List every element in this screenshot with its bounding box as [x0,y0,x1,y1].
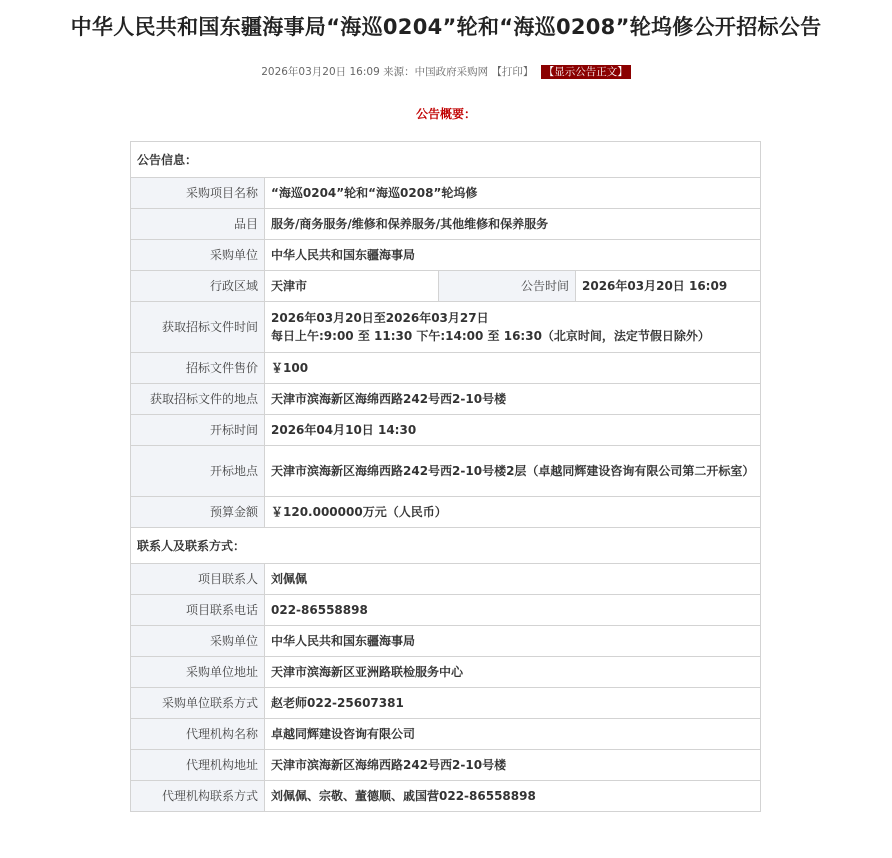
doc-time-hours: 每日上午:9:00 至 11:30 下午:14:00 至 16:30（北京时间，法定节假日除外） [271,329,710,343]
summary-heading: 公告概要： [415,107,476,121]
purchaser-contact-value: 赵老师022-25607381 [265,688,761,719]
source-value: 中国政府采购网 [414,66,489,78]
table-row [131,384,761,415]
category-value: 服务/商务服务/维修和保养服务/其他维修和保养服务 [265,209,761,240]
project-phone-label: 项目联系电话 [131,595,265,626]
doc-location-value: 天津市滨海新区海绵西路242号西2-10号楼 [265,384,761,415]
table-row [131,719,761,750]
budget-value: ￥120.000000万元（人民币） [265,497,761,528]
project-contact-value: 刘佩佩 [265,564,761,595]
open-location-value: 天津市滨海新区海绵西路242号西2-10号楼2层（卓越同辉建设咨询有限公司第二开标室） [265,446,761,497]
notice-time-value: 2026年03月20日 16:09 [576,271,761,302]
open-time-value: 2026年04月10日 14:30 [265,415,761,446]
table-row [131,353,761,384]
table-row [131,781,761,812]
source-label: 来源： [383,66,415,78]
category-label: 品目 [131,209,265,240]
page-title: 中华人民共和国东疆海事局“海巡0204”轮和“海巡0208”轮坞修公开招标公告 [70,15,822,39]
table-row [131,657,761,688]
doc-price-value: ￥100 [265,353,761,384]
table-row [131,497,761,528]
doc-time-dates: 2026年03月20日至2026年03月27日 [271,311,489,325]
budget-label: 预算金额 [131,497,265,528]
region-label: 行政区域 [131,271,265,302]
table-row [131,750,761,781]
publish-datetime: 2026年03月20日 16:09 [261,66,380,78]
meta-line [0,64,892,80]
agency-address-value: 天津市滨海新区海绵西路242号西2-10号楼 [265,750,761,781]
purchaser-value: 中华人民共和国东疆海事局 [265,240,761,271]
table-row [131,446,761,497]
table-row [131,209,761,240]
show-notice-button[interactable]: 【显示公告正文】 [541,65,631,79]
contact-purchaser-value: 中华人民共和国东疆海事局 [265,626,761,657]
notice-time-label: 公告时间 [439,271,576,302]
notice-info-section-title: 公告信息： [131,142,761,178]
agency-contact-value: 刘佩佩、宗敬、董德顺、戚国营022-86558898 [265,781,761,812]
agency-name-value: 卓越同辉建设咨询有限公司 [265,719,761,750]
table-row [131,626,761,657]
region-value: 天津市 [265,271,439,302]
purchaser-label: 采购单位 [131,240,265,271]
project-phone-value: 022-86558898 [265,595,761,626]
agency-address-label: 代理机构地址 [131,750,265,781]
project-name-value: “海巡0204”轮和“海巡0208”轮坞修 [265,178,761,209]
table-row [131,415,761,446]
doc-time-value [265,302,761,353]
table-row [131,595,761,626]
table-row [131,178,761,209]
table-row [131,302,761,353]
doc-time-label: 获取招标文件时间 [131,302,265,353]
table-row [131,240,761,271]
purchaser-address-label: 采购单位地址 [131,657,265,688]
contact-section-title: 联系人及联系方式： [131,528,761,564]
table-row [131,271,761,302]
doc-price-label: 招标文件售价 [131,353,265,384]
table-row [131,564,761,595]
open-location-label: 开标地点 [131,446,265,497]
purchaser-address-value: 天津市滨海新区亚洲路联检服务中心 [265,657,761,688]
table-row [131,688,761,719]
purchaser-contact-label: 采购单位联系方式 [131,688,265,719]
project-contact-label: 项目联系人 [131,564,265,595]
agency-contact-label: 代理机构联系方式 [131,781,265,812]
agency-name-label: 代理机构名称 [131,719,265,750]
project-name-label: 采购项目名称 [131,178,265,209]
print-link[interactable]: 【打印】 [491,66,534,78]
notice-summary-table [130,141,761,812]
contact-purchaser-label: 采购单位 [131,626,265,657]
doc-location-label: 获取招标文件的地点 [131,384,265,415]
open-time-label: 开标时间 [131,415,265,446]
